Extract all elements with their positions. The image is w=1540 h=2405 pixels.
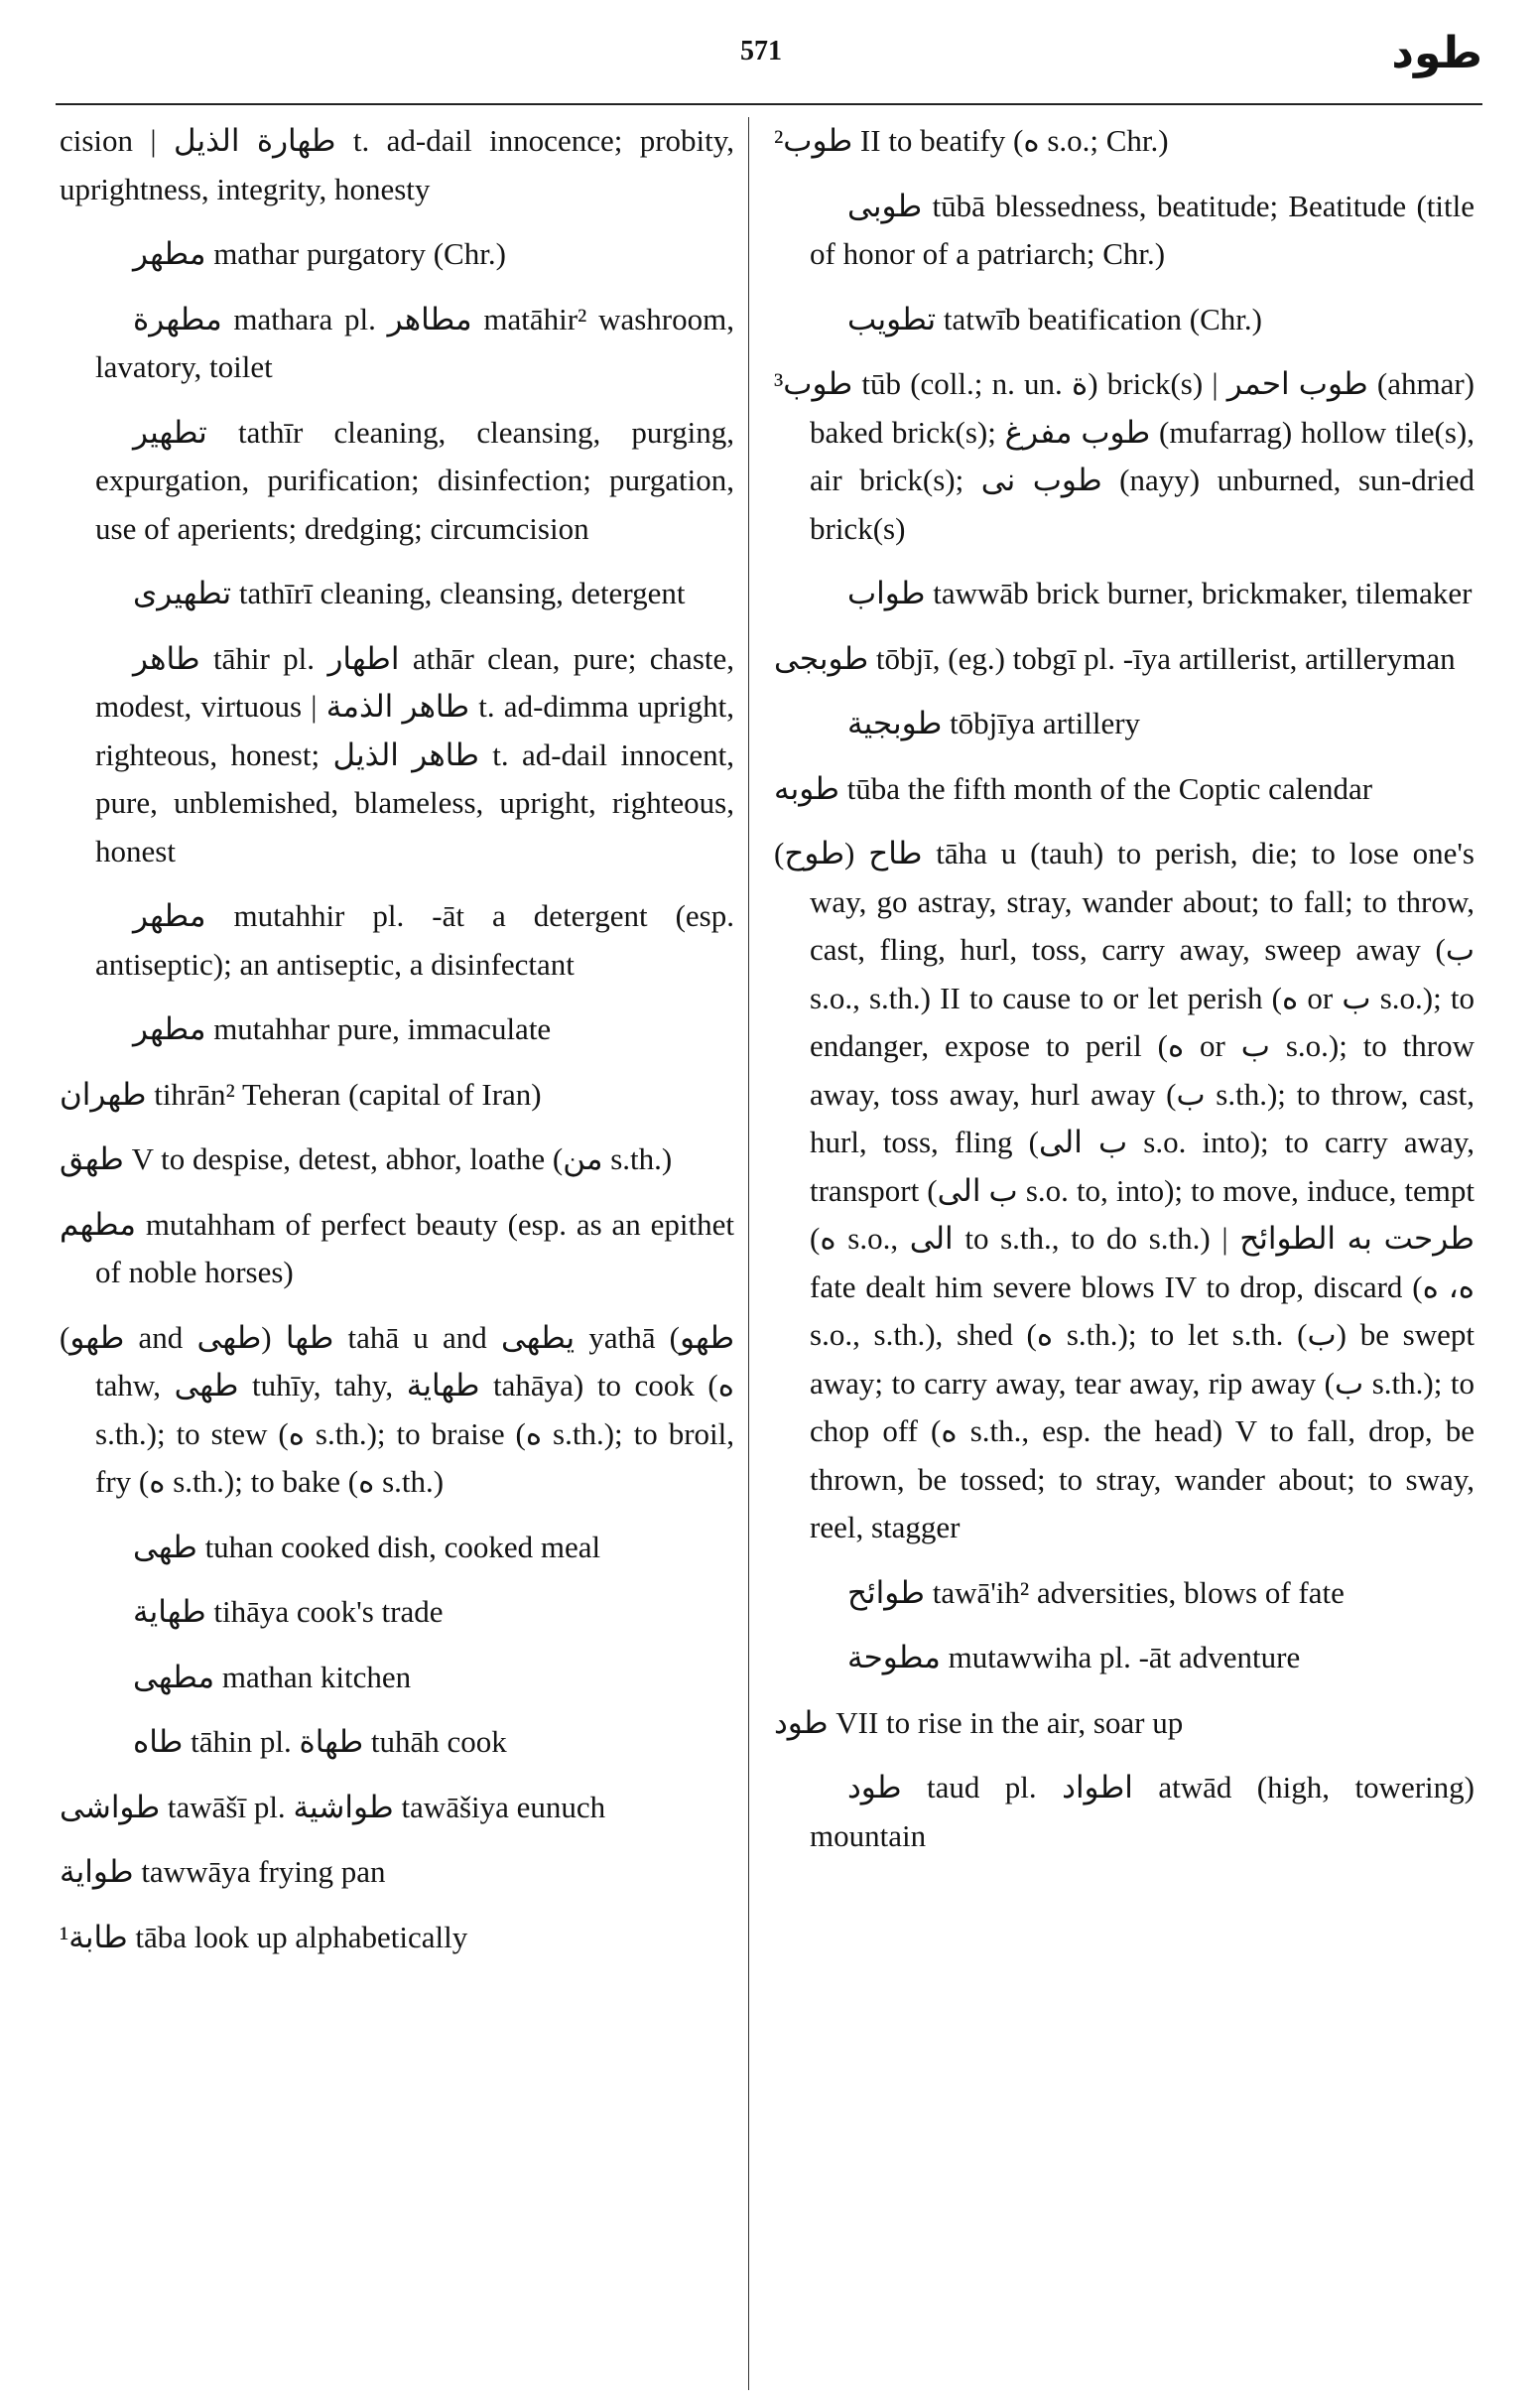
- left-column: [60, 117, 734, 1978]
- dictionary-entry: مطوحة mutawwiha pl. -āt adventure: [847, 1640, 1301, 1674]
- running-headword: طود: [1391, 28, 1482, 78]
- right-column: [774, 117, 1475, 1877]
- dictionary-entry: مطهر mutahhar pure, immaculate: [133, 1011, 552, 1046]
- dictionary-entry: مطهرة mathara pl. مطاهر matāhir² washroom, lavatory, toilet: [95, 301, 734, 384]
- page-number: 571: [740, 36, 782, 67]
- dictionary-entry: مطهى mathan kitchen: [133, 1659, 412, 1694]
- dictionary-entry: ³طوب tūb (coll.; n. un. ة) brick(s) | طوب احمر (ahmar) baked brick(s); طوب مفرغ (mufarrag) hollow tile(s), air brick(s); طوب نى (nayy) unburned, sun-dried brick(s): [774, 366, 1476, 546]
- dictionary-entry: ¹طابة tāba look up alphabetically: [60, 1919, 468, 1954]
- dictionary-entry: تطهير tathīr cleaning, cleansing, purging, expurgation, purification; disinfection; purgation, use of aperients; dredging; circumcision: [95, 414, 734, 546]
- dictionary-entry: طهى tuhan cooked dish, cooked meal: [133, 1529, 601, 1564]
- dictionary-entry: cision | طهارة الذيل t. ad-dail innocence; probity, uprightness, integrity, honesty: [60, 123, 734, 206]
- dictionary-entry: مطهر mathar purgatory (Chr.): [133, 236, 506, 271]
- dictionary-entry: طواشى tawāšī pl. طواشية tawāšiya eunuch: [60, 1789, 606, 1824]
- dictionary-entry: ²طوب II to beatify (ه s.o.; Chr.): [774, 123, 1169, 158]
- dictionary-entry: طوبجى tōbjī, (eg.) tobgī pl. -īya artillerist, artilleryman: [774, 640, 1456, 676]
- dictionary-entry: طواب tawwāb brick burner, brickmaker, tilemaker: [847, 576, 1473, 610]
- dictionary-entry: طوائح tawā'ih² adversities, blows of fate: [847, 1574, 1345, 1610]
- dictionary-entry: طوبجية tōbjīya artillery: [847, 706, 1141, 740]
- dictionary-entry: طاهر tāhir pl. اطهار athār clean, pure; chaste, modest, virtuous | طاهر الذمة t. ad-dimma upright, righteous, honest; طاهر الذيل t. ad-dail innocent, pure, unblemished, blameless, upright, righteous, honest: [95, 640, 735, 868]
- dictionary-entry: طاه tāhin pl. طهاة tuhāh cook: [133, 1724, 507, 1759]
- column-divider: [748, 117, 749, 2390]
- dictionary-entry: طود VII to rise in the air, soar up: [774, 1704, 1184, 1740]
- top-rule: [56, 103, 1482, 105]
- dictionary-entry: تطهيرى tathīrī cleaning, cleansing, detergent: [133, 576, 686, 610]
- dictionary-entry: طهاية tihāya cook's trade: [133, 1594, 444, 1629]
- dictionary-entry: تطويب tatwīb beatification (Chr.): [847, 301, 1262, 336]
- dictionary-entry: (طوح) طاح tāha u (tauh) to perish, die; to lose one's way, go astray, stray, wander about; to fall; to throw, cast, fling, hurl, toss, carry away, sweep away (ب s.o., s.th.) II to cause to or let perish (ه or ب s.o.); to endanger, expose to peril (ه or ب s.o.); to throw away, toss away, hurl away (ب s.th.); to throw, cast, hurl, toss, fling (ب الى s.o. into); to carry away, transport (ب الى s.o. to, into); to move, induce, tempt (ه s.o., الى to s.th., to do s.th.) | طرحت به الطوائح fate dealt him severe blows IV to drop, discard (ه، ه s.o., s.th.), shed (ه s.th.); to let s.th. (ب) be swept away; to carry away, tear away, rip away (ب s.th.); to chop off (ه s.th., esp. the head) V to fall, drop, be thrown, be tossed; to stray, wander about; to sway, reel, stagger: [774, 836, 1476, 1544]
- dictionary-entry: طهران tihrān² Teheran (capital of Iran): [60, 1076, 542, 1112]
- dictionary-entry: طود taud pl. اطواد atwād (high, towering) mountain: [810, 1770, 1475, 1853]
- dictionary-entry: مطهم mutahham of perfect beauty (esp. as an epithet of noble horses): [60, 1206, 734, 1289]
- dictionary-entry: (طهو and طهى) طها tahā u and يطهى yathā (طهو tahw, طهى tuhīy, tahy, طهاية tahāya) to cook (ه s.th.); to stew (ه s.th.); to braise (ه s.th.); to broil, fry (ه s.th.); to bake (ه s.th.): [60, 1319, 734, 1499]
- dictionary-entry: مطهر mutahhir pl. -āt a detergent (esp. antiseptic); an antiseptic, a disinfectant: [95, 898, 734, 982]
- dictionary-entry: طوبه tūba the fifth month of the Coptic calendar: [774, 770, 1373, 806]
- dictionary-entry: طواية tawwāya frying pan: [60, 1854, 386, 1889]
- dictionary-entry: طهق V to despise, detest, abhor, loathe (من s.th.): [60, 1141, 673, 1176]
- dictionary-entry: طوبى tūbā blessedness, beatitude; Beatitude (title of honor of a patriarch; Chr.): [810, 188, 1475, 271]
